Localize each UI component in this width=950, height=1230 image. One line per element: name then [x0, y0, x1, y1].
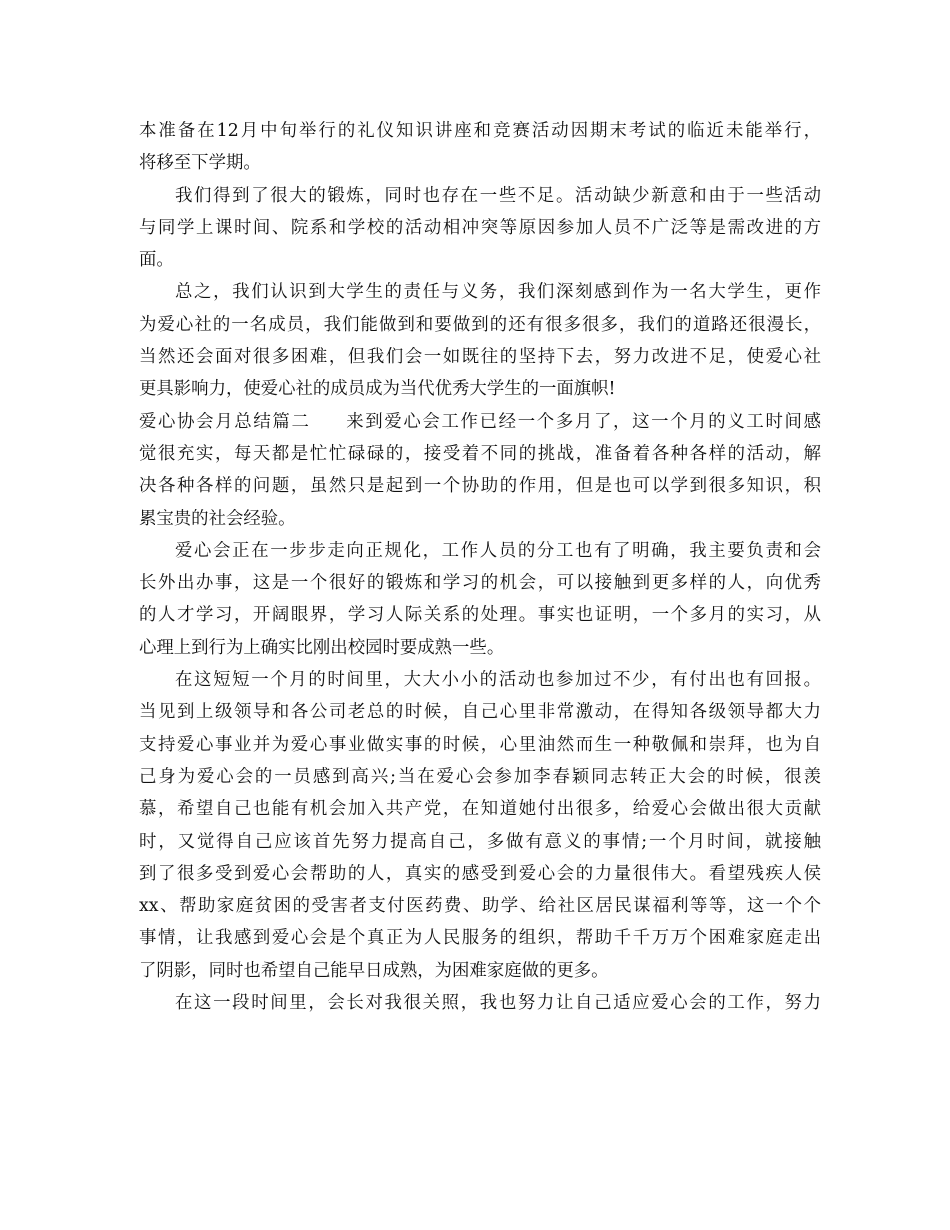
text-line: xx、帮助家庭贫困的受害者支付医药费、助学、给社区居民谋福利等等，这一个个 [139, 896, 821, 917]
text-line: 在这一段时间里，会长对我很关照，我也努力让自己适应爱心会的工作，努力 [175, 993, 821, 1014]
text-line: 累宝贵的社会经验。 [139, 508, 296, 529]
text-line: 总之，我们认识到大学生的责任与义务，我们深刻感到作为一名大学生，更作 [175, 282, 821, 303]
text-line: 事情，让我感到爱心会是个真正为人民服务的组织，帮助千千万万个困难家庭走出 [139, 928, 821, 949]
text-line: 爱心会正在一步步走向正规化，工作人员的分工也有了明确，我主要负责和会 [175, 540, 821, 561]
document-body [139, 115, 821, 1019]
text-line: 支持爱心事业并为爱心事业做实事的时候，心里油然而生一种敬佩和崇拜，也为自 [139, 734, 821, 755]
text-line: 了阴影，同时也希望自己能早日成熟，为困难家庭做的更多。 [139, 960, 609, 981]
text-line: 本准备在12月中旬举行的礼仪知识讲座和竞赛活动因期末考试的临近未能举行， [139, 121, 821, 141]
text-line: 将移至下学期。 [139, 153, 261, 174]
text-line: 与同学上课时间、院系和学校的活动相冲突等原因参加人员不广泛等是需改进的方 [139, 217, 821, 238]
text-line: 心理上到行为上确实比刚出校园时要成熟一些。 [139, 637, 505, 658]
text-line: 当见到上级领导和各公司老总的时候，自己心里非常激动，在得知各级领导都大力 [139, 702, 821, 723]
text-line: 到了很多受到爱心会帮助的人，真实的感受到爱心会的力量很伟大。看望残疾人侯 [139, 863, 821, 884]
text-line: 在这短短一个月的时间里，大大小小的活动也参加过不少，有付出也有回报。 [175, 670, 821, 691]
text-line: 决各种各样的问题，虽然只是起到一个协助的作用，但是也可以学到很多知识，积 [139, 476, 821, 497]
text-line: 的人才学习，开阔眼界，学习人际关系的处理。事实也证明，一个多月的实习，从 [139, 605, 821, 626]
text-line: 己身为爱心会的一员感到高兴;当在爱心会参加李春颖同志转正大会的时候，很羡 [139, 766, 821, 787]
text-line: 时，又觉得自己应该首先努力提高自己，多做有意义的事情;一个月时间，就接触 [139, 831, 821, 852]
text-line: 来到爱心会工作已经一个多月了，这一个月的义工时间感 [344, 411, 821, 432]
text-line: 更具影响力，使爱心社的成员成为当代优秀大学生的一面旗帜! [139, 379, 616, 400]
text-line: 长外出办事，这是一个很好的锻炼和学习的机会，可以接触到更多样的人，向优秀 [139, 573, 821, 594]
section-heading: 爱心协会月总结篇二 [139, 411, 311, 432]
section-heading-line [139, 406, 821, 438]
text-line: 当然还会面对很多困难，但我们会一如既往的坚持下去，努力改进不足，使爱心社 [139, 347, 821, 368]
text-line: 慕，希望自己也能有机会加入共产党，在知道她付出很多，给爱心会做出很大贡献 [139, 799, 821, 820]
text-line: 我们得到了很大的锻炼，同时也存在一些不足。活动缺少新意和由于一些活动 [175, 185, 821, 206]
text-line: 觉很充实，每天都是忙忙碌碌的，接受着不同的挑战，准备着各种各样的活动，解 [139, 443, 821, 464]
text-line: 面。 [139, 250, 174, 271]
text-line: 为爱心社的一名成员，我们能做到和要做到的还有很多很多，我们的道路还很漫长， [139, 314, 821, 335]
